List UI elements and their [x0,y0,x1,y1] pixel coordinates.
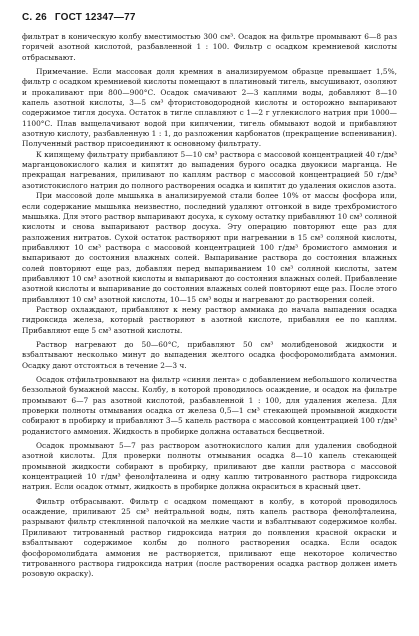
page-header [22,12,397,23]
note-paragraph: Примечание. Если массовая доля кремния в анализируемом образце превышает 1,5%, фильтр с осадком кремниевой кислоты помещают в платиновый тигель, высушивают, озоляют и прокаливают при 800—900°С. Осадок смачивают 2—3 каплями воды, добавляют 8—10 капель азотной кислоты, 3—5 см³ фтористоводородной кислоты и осторожно выпаривают содержимое тигля досуха. Остаток в тигле сплавляют с 1—2 г углекислого натрия при 1000—1100°С. Плав выщелачивают водой при кипячении, тигель обмывают водой и прибавляют азотную кислоту, разбавленную 1 : 1, до разложения карбонатов (прекращение вспенивания). Полученный раствор присоединяют к основному фильтрату. [22,67,397,149]
paragraph: фильтрат в коническую колбу вместимостью 300 см³. Осадок на фильтре промывают 6—8 раз горячей азотной кислотой, разбавленной 1 : 100. Фильтр с осадком кремниевой кислоты отбрасывают. [22,32,397,62]
paragraph: К кипящему фильтрату прибавляют 5—10 см³ раствора с массовой концентрацией 40 г/дм³ марганцовокислого калия и кипятят до выпадения бурого осадка двуокиси марганца. Не прекращая нагревания, приливают по каплям раствор с массовой концентрацией 50 г/дм³ азотистокислого натрия до полного растворения осадка и кипятят до удаления окислов азота. [22,149,397,190]
paragraph: Осадок промывают 5—7 раз раствором азотнокислого калия для удаления свободной азотной кислоты. Для проверки полноты отмывания осадка 8—10 капель стекающей промывной жидкости собирают в пробирку, приливают две капли раствора с массовой концентрацией 10 г/дм³ фенолфталеина и одну каплю титрованного раствора гидроксида натрия. Если осадок отмыт, жидкость в пробирке должна окраситься в красный цвет. [22,441,397,492]
paragraph: При массовой доле мышьяка в анализируемой стали более 10% от массы фосфора или, если содержание мышьяка неизвестно, последний удаляют отгонкой в виде трехбромистого мышьяка. Для этого раствор выпаривают досуха, к сухому остатку прибавляют 10 см³ соляной кислоты и снова выпаривают раствор досуха. Эту операцию повторяют еще раз для разложения нитратов. Сухой остаток растворяют при нагревании в 15 см³ соляной кислоты, прибавляют 10 см³ раствора с массовой концентрацией 100 г/дм³ бромистого аммония и выпаривают до состояния влажных солей. Выпаривание раствора до состояния влажных солей повторяют еще раз, добавляя перед выпариванием 10 см³ соляной кислоты, затем прибавляют 10 см³ азотной кислоты и выпаривают до состояния влажных солей. Прибавление азотной кислоты и выпаривание до состояния влажных солей повторяют еще раз. После этого прибавляют 10 см³ азотной кислоты, 10—15 см³ воды и нагревают до растворения солей. [22,191,397,304]
page-number: С. 26 [22,12,47,23]
document-body [22,32,397,580]
standard-designation: ГОСТ 12347—77 [54,12,136,23]
paragraph: Раствор охлаждают, прибавляют к нему раствор аммиака до начала выпадения осадка гидроксида железа, который растворяют в азотной кислоте, прибавляя ее по каплям. Прибавляют еще 5 см³ азотной кислоты. [22,304,397,335]
paragraph: Осадок отфильтровывают на фильтр «синяя лента» с добавлением небольшого количества беззольной бумажной массы. Колбу, в которой проводилось осаждение, и осадок на фильтре промывают 6—7 раз азотной кислотой, разбавленной 1 : 100, для удаления железа. Для проверки полноты отмывания осадка от железа 0,5—1 см³ стекающей промывной жидкости собирают в пробирку и прибавляют 3—5 капель раствора с массовой концентрацией 100 г/дм³ роданистого аммония. Жидкость в пробирке должна оставаться бесцветной. [22,375,397,436]
paragraph: Раствор нагревают до 50—60°С, прибавляют 50 см³ молибденовой жидкости и взбалтывают несколько минут до выпадения желтого осадка фосфоромолибдата аммония. Осадку дают отстояться в течение 2—3 ч. [22,339,397,370]
paragraph: Фильтр отбрасывают. Фильтр с осадком помещают в колбу, в которой проводилось осаждение, приливают 25 см³ нейтральной воды, пять капель раствора фенолфталеина, разрывают фильтр стеклянной палочкой на мелкие части и взбалтывают содержимое колбы. Приливают титрованный раствор гидроксида натрия до появления красной окраски и взбалтывают содержимое колбы до полного растворения осадка. Если осадок фосфоромолибдата аммония не растворяется, приливают еще некоторое количество титрованного раствора гидроксида натрия (после растворения осадка раствор должен иметь розовую окраску). [22,496,397,579]
